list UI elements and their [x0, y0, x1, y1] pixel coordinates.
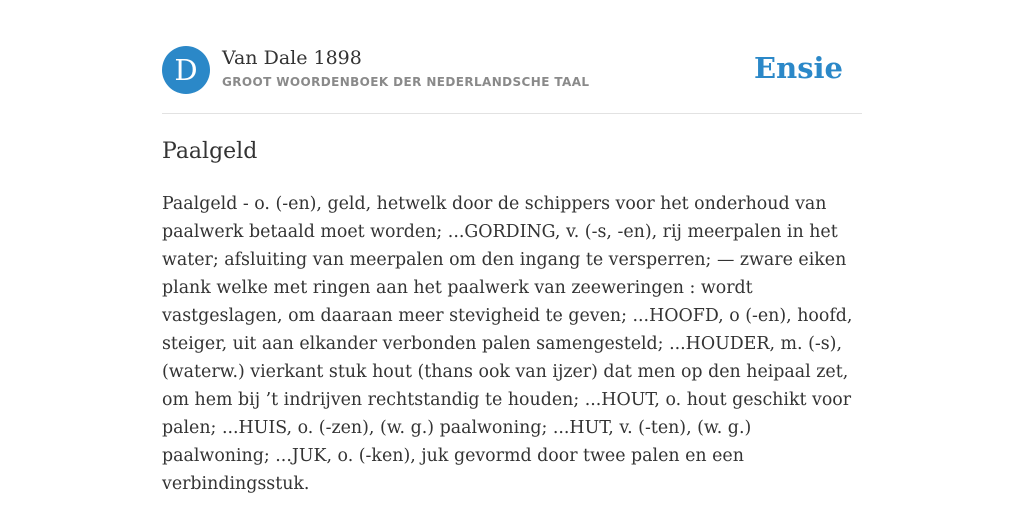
entry-definition: Paalgeld - o. (-en), geld, hetwelk door de schippers voor het onderhoud van paalwerk betaald moet worden; ...GORDING, v. (-s, -en), rij meerpalen in het water; afsluiting van meerpalen om den ingang te versperren; — zware eiken plank welke met ringen aan het paalwerk van zeeweringen : wordt vastgeslagen, om daaraan meer stevigheid te geven; ...HOOFD, o (-en), hoofd, steiger, uit aan elkander verbonden palen samengesteld; ...HOUDER, m. (-s), (waterw.) vierkant stuk hout (thans ook van ijzer) dat men op den heipaal zet, om hem bij ’t indrijven rechtstandig te houden; ...HOUT, o. hout geschikt voor palen; ...HUIS, o. (-zen), (w. g.) paalwoning; ...HUT, v. (-ten), (w. g.) paalwoning; ...JUK, o. (-ken), juk gevormd door twee palen en een verbindingsstuk.: [162, 194, 853, 494]
source-title[interactable]: Van Dale 1898: [222, 47, 362, 69]
divider: [162, 113, 862, 114]
brand-logo[interactable]: Ensie: [754, 51, 843, 85]
source-header: [162, 46, 862, 96]
source-subtitle: GROOT WOORDENBOEK DER NEDERLANDSCHE TAAL: [222, 75, 590, 89]
source-avatar: D: [162, 46, 210, 94]
entry-title: Paalgeld: [162, 139, 258, 164]
